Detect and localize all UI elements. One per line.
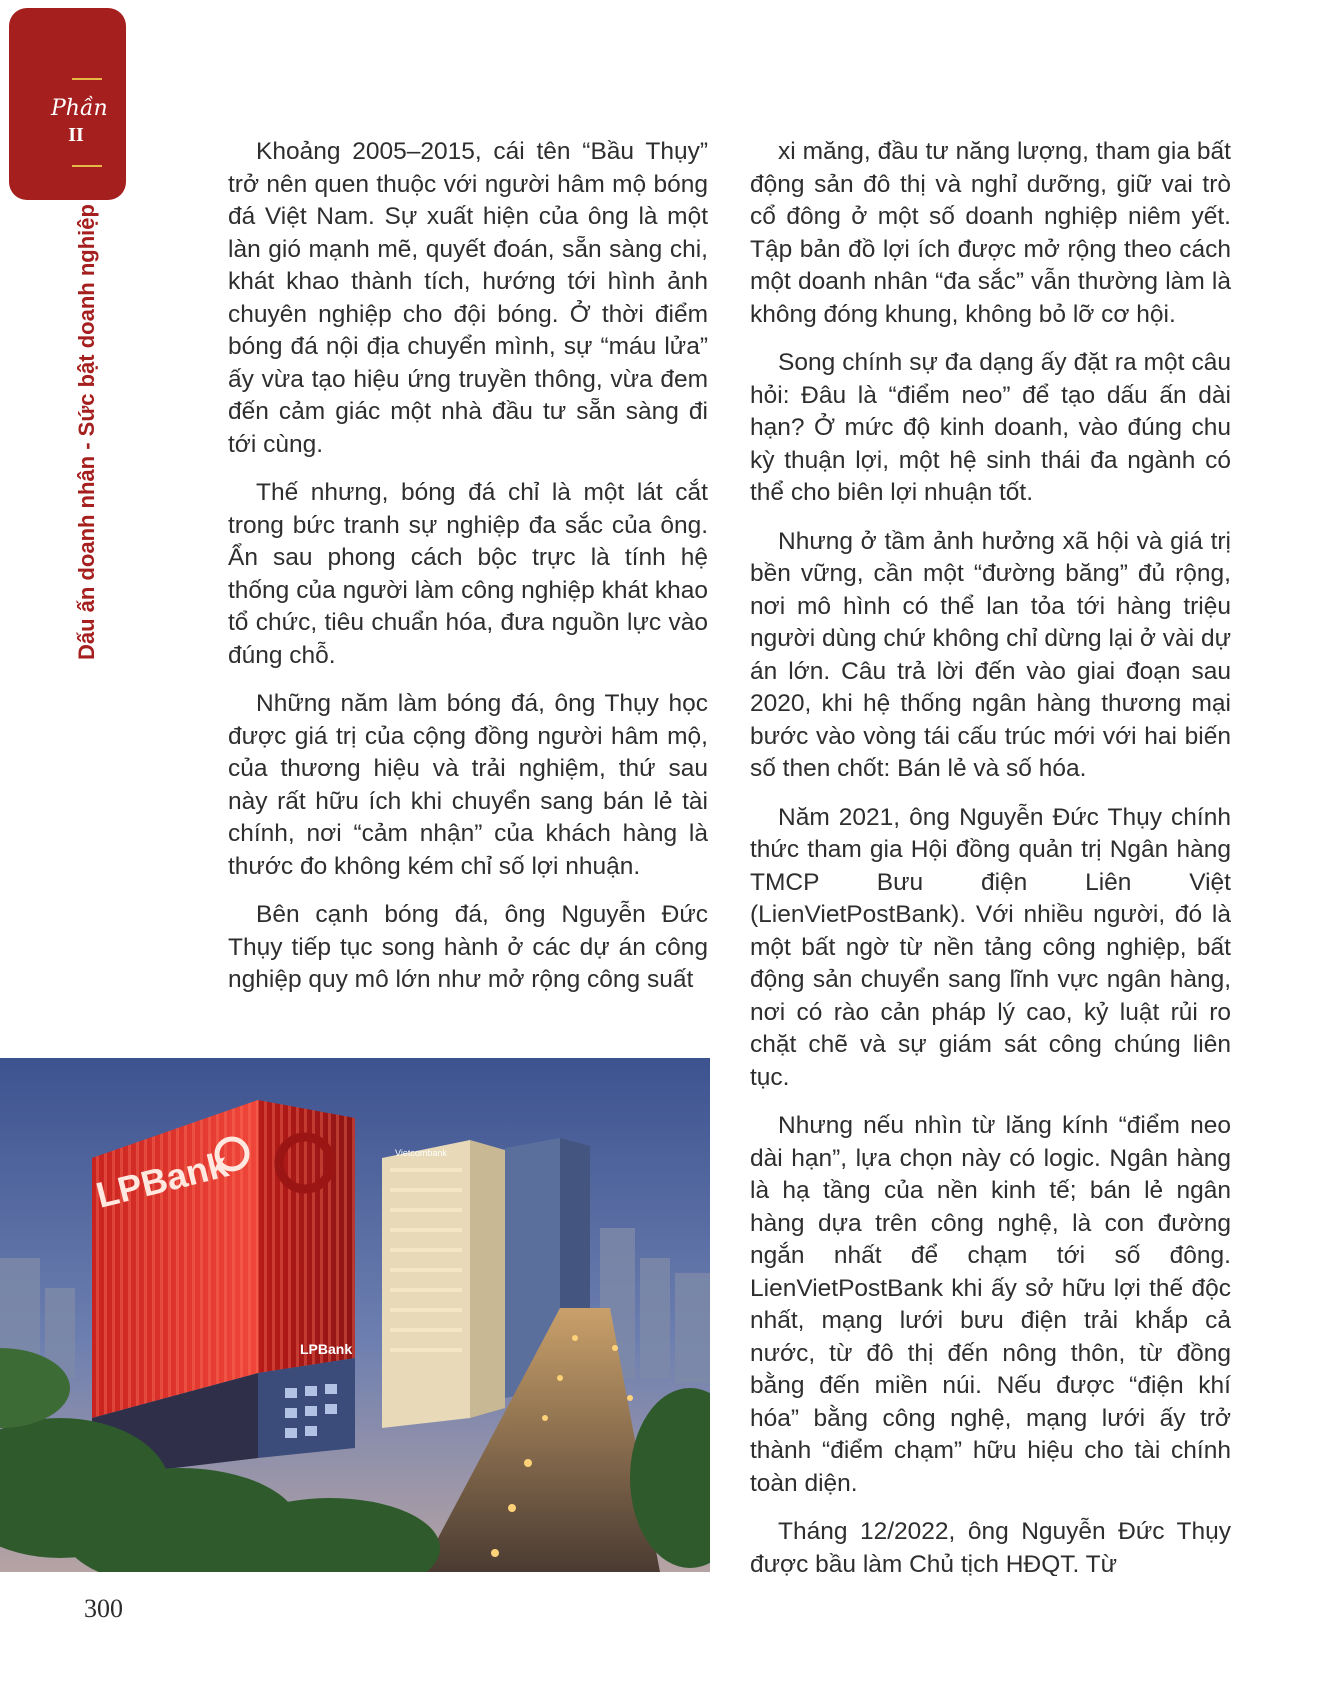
lpbank-building-photo — [0, 1058, 710, 1572]
paragraph: xi măng, đầu tư năng lượng, tham gia bất động sản đô thị và nghỉ dưỡng, giữ vai trò cổ đông ở một số doanh nghiệp niêm yết. Tập bản đồ lợi ích được mở rộng theo cách một doanh nhân “đa sắc” vẫn thường làm là không đóng khung, không bỏ lỡ cơ hội. — [750, 138, 1231, 328]
sidebar-book-title: Dấu ấn doanh nhân - Sức bật doanh nghiệp — [74, 204, 99, 660]
paragraph: Nhưng nếu nhìn từ lăng kính “điểm neo dài hạn”, lựa chọn này có logic. Ngân hàng là hạ tầng của nền kinh tế; bán lẻ ngân hàng dựa trên công nghệ, là con đường ngắn nhất để chạm tới số đông. LienVietPostBank khi ấy sở hữu lợi thế độc nhất, mạng lưới bưu điện trải khắp cả nước, từ đô thị đến nông thôn, từ đồng bằng đến miền núi. Nếu được “điện khí hóa” bằng công nghệ, mạng lưới ấy trở thành “điểm chạm” hữu hiệu cho tài chính toàn diện. — [750, 1112, 1231, 1497]
paragraph: Nhưng ở tầm ảnh hưởng xã hội và giá trị bền vững, cần một “đường băng” đủ rộng, nơi mô hình có thể lan tỏa tới hàng triệu người dùng chứ không chỉ dừng lại ở vài dự án lớn. Câu trả lời đến vào giai đoạn sau 2020, khi hệ thống ngân hàng thương mại bước vào vòng tái cấu trúc mới với hai biến số then chốt: Bán lẻ và số hóa. — [750, 527, 1231, 782]
neighbor-sign: Vietcombank — [395, 1148, 447, 1158]
page-number: 300 — [84, 1594, 123, 1623]
left-text-column — [228, 136, 708, 1013]
paragraph: Tháng 12/2022, ông Nguyễn Đức Thụy được bầu làm Chủ tịch HĐQT. Từ — [750, 1518, 1231, 1576]
section-word: Phần — [51, 96, 108, 121]
neighbor-tower — [382, 1140, 505, 1428]
paragraph: Thế nhưng, bóng đá chỉ là một lát cắt trong bức tranh sự nghiệp đa sắc của ông. Ẩn sau phong cách bộc trực là tính hệ thống của người làm công nghiệp khát khao tổ chức, tiêu chuẩn hóa, đưa nguồn lực vào đúng chỗ. — [228, 479, 708, 669]
tower-sign: LPBank — [92, 1143, 233, 1216]
paragraph: Bên cạnh bóng đá, ông Nguyễn Đức Thụy tiếp tục song hành ở các dự án công nghiệp quy mô lớn như mở rộng công suất — [228, 901, 708, 993]
paragraph: Song chính sự đa dạng ấy đặt ra một câu hỏi: Đâu là “điểm neo” để tạo dấu ấn dài hạn? Ở mức độ kinh doanh, vào đúng chu kỳ thuận lợi, một hệ sinh thái đa ngành có thể cho biên lợi nhuận tốt. — [750, 349, 1231, 506]
section-numeral: II — [68, 124, 84, 146]
section-tab — [9, 8, 126, 200]
paragraph: Khoảng 2005–2015, cái tên “Bầu Thụy” trở nên quen thuộc với người hâm mộ bóng đá Việt Nam. Sự xuất hiện của ông là một làn gió mạnh mẽ, quyết đoán, sẵn sàng chi, khát khao thành tích, hướng tới hình ảnh chuyên nghiệp cho đội bóng. Ở thời điểm bóng đá nội địa chuyển mình, sự “máu lửa” ấy vừa tạo hiệu ứng truyền thông, vừa đem đến cảm giác một nhà đầu tư sẵn sàng đi tới cùng. — [228, 138, 708, 458]
city-night-illustration — [0, 1058, 710, 1572]
right-text-column — [750, 136, 1231, 1576]
paragraph: Năm 2021, ông Nguyễn Đức Thụy chính thức tham gia Hội đồng quản trị Ngân hàng TMCP Bưu điện Liên Việt (LienVietPostBank). Với nhiều người, đó là một bất ngờ từ nền tảng công nghiệp, bất động sản chuyển sang lĩnh vực ngân hàng, nơi có rào cản pháp lý cao, kỷ luật rủi ro chặt chẽ và sự giám sát công chúng liên tục. — [750, 803, 1231, 1091]
tab-bottom-rule — [72, 165, 102, 167]
tab-top-rule — [72, 78, 102, 80]
podium-sign: LPBank — [300, 1341, 353, 1357]
paragraph: Những năm làm bóng đá, ông Thụy học được giá trị của cộng đồng người hâm mộ, của thương hiệu và trải nghiệm, thứ sau này rất hữu ích khi chuyển sang bán lẻ tài chính, nơi “cảm nhận” của khách hàng là thước đo không kém chỉ số lợi nhuận. — [228, 690, 708, 880]
